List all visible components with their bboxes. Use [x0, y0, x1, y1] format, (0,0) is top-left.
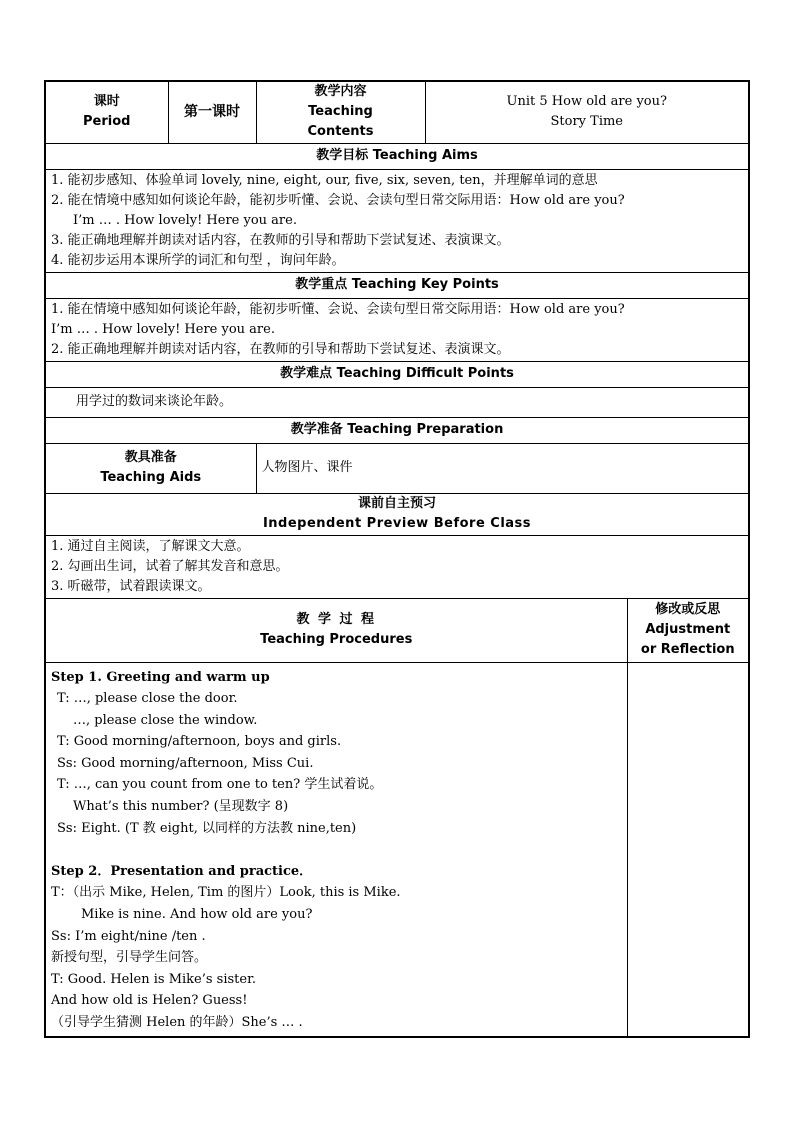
- unit-title: Unit 5 How old are you?: [506, 94, 667, 110]
- aims-body-row: [45, 169, 749, 272]
- step2-line-4: 新授句型，引导学生问答。: [51, 950, 208, 966]
- aims-header-row: [45, 143, 749, 169]
- reflection-label-en1: Adjustment: [645, 622, 731, 637]
- reflection-body: [627, 662, 749, 1037]
- lesson-plan-table: [44, 80, 750, 1038]
- aids-label-en: Teaching Aids: [100, 470, 202, 485]
- keypoints-body: [45, 298, 749, 361]
- unit-subtitle: Story Time: [550, 114, 623, 130]
- keypoints-body-row: [45, 298, 749, 361]
- preview-body-row: [45, 535, 749, 598]
- procedures-title-en: Teaching Procedures: [260, 632, 413, 647]
- step2-title: Step 2．Presentation and practice．: [51, 863, 313, 879]
- keypoints-header-row: [45, 272, 749, 298]
- step2-line-7: （引导学生猜测 Helen 的年龄）She’s … .: [51, 1015, 303, 1030]
- period-value: 第一课时: [184, 103, 240, 120]
- step1-line-6: What’s this number? (呈现数字 8): [73, 799, 289, 815]
- preparation-header-row: [45, 417, 749, 443]
- preview-title-cell: [45, 493, 749, 535]
- aim-item-3: 3. 能正确地理解并朗读对话内容，在教师的引导和帮助下尝试复述、表演课文。: [51, 232, 510, 248]
- period-label-cn: 课时: [93, 94, 120, 110]
- difficult-title: 教学难点 Teaching Difficult Points: [45, 361, 749, 387]
- preparation-title: 教学准备 Teaching Preparation: [45, 417, 749, 443]
- step1-line-2: …, please close the window.: [73, 712, 258, 728]
- keypoint-item-2: 2. 能正确地理解并朗读对话内容，在教师的引导和帮助下尝试复述、表演课文。: [51, 341, 510, 357]
- step1-line-3: T: Good morning/afternoon, boys and girls.: [57, 734, 342, 750]
- procedures-title-cn: 教 学 过 程: [296, 612, 377, 627]
- reflection-label-cn: 修改或反思: [655, 602, 721, 617]
- aim-item-2: 2. 能在情境中感知如何谈论年龄，能初步听懂、会说、会读句型日常交际用语：How old are you?: [51, 192, 625, 208]
- preview-item-3: 3. 听磁带，试着跟读课文。: [51, 578, 211, 594]
- preview-item-1: 1. 通过自主阅读，了解课文大意。: [51, 538, 250, 554]
- period-value-cell: [168, 81, 256, 143]
- reflection-label-en2: or Reflection: [640, 642, 735, 657]
- step2-line-1: T：（出示 Mike, Helen, Tim 的图片）Look, this is Mike.: [51, 885, 401, 901]
- period-label-en: Period: [83, 114, 131, 130]
- preview-header-row: [45, 493, 749, 535]
- procedures-title-cell: [45, 598, 627, 662]
- aim-item-1: 1. 能初步感知、体验单词 lovely, nine, eight, our, five, six, seven, ten，并理解单词的意思: [51, 172, 598, 188]
- aids-row: [45, 443, 749, 493]
- difficult-body-row: [45, 387, 749, 417]
- procedures-body: [45, 662, 627, 1037]
- aids-label-cn: 教具准备: [124, 450, 177, 465]
- preview-title-cn: 课前自主预习: [358, 496, 437, 511]
- preview-body: [45, 535, 749, 598]
- step2-line-5: T: Good. Helen is Mike’s sister.: [51, 971, 257, 987]
- procedures-body-row: [45, 662, 749, 1037]
- content-label-en1: Teaching: [308, 104, 373, 120]
- aim-item-2-cont: I’m … . How lovely! Here you are.: [73, 212, 297, 228]
- procedures-header-row: [45, 598, 749, 662]
- lesson-plan-page: [44, 80, 748, 1038]
- aim-item-4: 4. 能初步运用本课所学的词汇和句型 ，询问年龄。: [51, 252, 345, 268]
- keypoint-item-1: 1. 能在情境中感知如何谈论年龄，能初步听懂、会说、会读句型日常交际用语：How old are you?: [51, 301, 625, 317]
- preview-item-2: 2. 勾画出生词，试着了解其发音和意思。: [51, 558, 289, 574]
- reflection-header-cell: [627, 598, 749, 662]
- content-label-cell: [256, 81, 425, 143]
- aids-label-cell: [45, 443, 256, 493]
- aids-value: 人物图片、课件: [256, 443, 749, 493]
- step1-line-7: Ss: Eight. (T 教 eight, 以同样的方法教 nine,ten): [57, 820, 357, 836]
- period-label-cell: [45, 81, 168, 143]
- aims-body: [45, 169, 749, 272]
- step2-line-2: Mike is nine. And how old are you?: [81, 907, 313, 923]
- step1-title: Step 1. Greeting and warm up: [51, 669, 270, 685]
- step1-line-4: Ss: Good morning/afternoon, Miss Cui.: [57, 755, 314, 771]
- header-row: [45, 81, 749, 143]
- step1-line-1: T: …, please close the door.: [57, 691, 238, 707]
- step2-line-3: Ss: I’m eight/nine /ten .: [51, 928, 206, 944]
- content-label-en2: Contents: [307, 124, 374, 140]
- content-label-cn: 教学内容: [314, 84, 367, 100]
- difficult-header-row: [45, 361, 749, 387]
- keypoints-title: 教学重点 Teaching Key Points: [45, 272, 749, 298]
- step1-line-5: T: …, can you count from one to ten? 学生试着说。: [57, 777, 383, 793]
- difficult-text: 用学过的数词来谈论年龄。: [45, 387, 749, 417]
- unit-cell: [425, 81, 749, 143]
- aims-title: 教学目标 Teaching Aims: [45, 143, 749, 169]
- step2-line-6: And how old is Helen? Guess!: [51, 993, 248, 1009]
- blank-line: [51, 839, 622, 861]
- preview-title-en: Independent Preview Before Class: [262, 516, 532, 531]
- keypoint-item-1-cont: I’m … . How lovely! Here you are.: [51, 321, 275, 337]
